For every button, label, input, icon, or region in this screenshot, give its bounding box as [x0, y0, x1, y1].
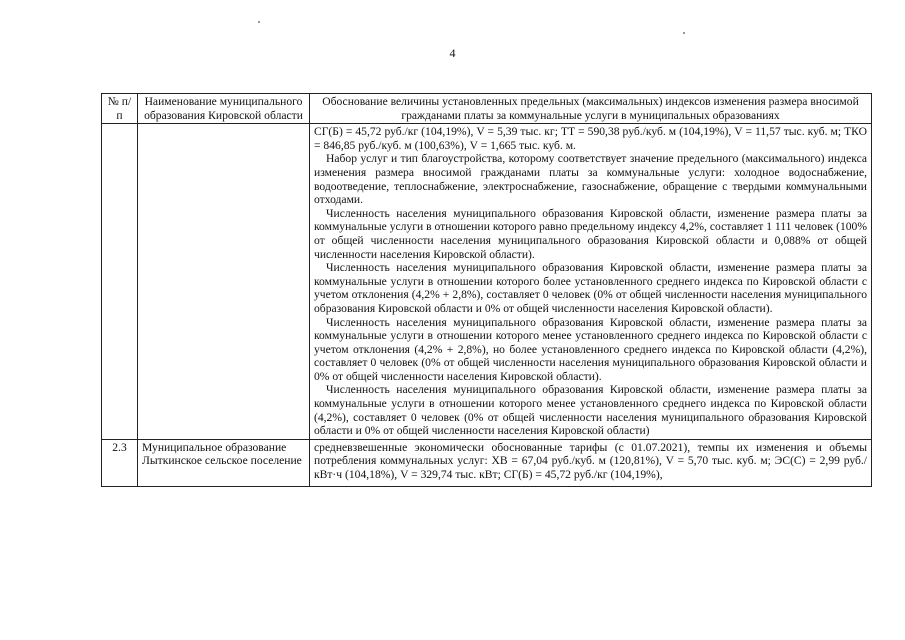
row-basis: [310, 439, 872, 486]
paragraph-population-below: Численность населения муниципального образования Кировской области, изменение размера платы за коммунальные услуги в отношении которого менее установленного среднего индекса по Кировской области (4,2%), составляет 0 человек (0% от общей численности населения муниципального образования Кировской области и 0% от общей численности населения Кировской области): [314, 383, 867, 438]
row-municipality-name: Муниципальное образование Лыткинское сельское поселение: [138, 439, 310, 486]
scan-speck: [683, 32, 685, 34]
table-row-continuation: [102, 124, 872, 440]
header-num: № п/п: [102, 94, 138, 124]
header-municipality-name: Наименование муниципального образования Кировской области: [138, 94, 310, 124]
scan-speck: [258, 21, 260, 23]
page-number: 4: [449, 46, 456, 60]
row-num: 2.3: [102, 439, 138, 486]
paragraph-tariffs: СГ(Б) = 45,72 руб./кг (104,19%), V = 5,39 тыс. кг; ТТ = 590,38 руб./куб. м (104,19%), V = 11,57 тыс. куб. м; ТКО = 846,85 руб./куб. м (100,63%), V = 1,665 тыс. куб. м.: [314, 125, 867, 152]
row-basis-text: [310, 124, 872, 440]
paragraph-row-2-3-tariffs: средневзвешенные экономически обоснованные тарифы (с 01.07.2021), темпы их изменения и объемы потребления коммунальных услуг: ХВ = 67,04 руб./куб. м (120,81%), V = 5,70 тыс. куб. м; ЭС(С) = 2,99 руб./кВт·ч (104,18%), V = 329,74 тыс. кВт; СГ(Б) = 45,72 руб./кг (104,19%),: [314, 440, 867, 482]
paragraph-population-between: Численность населения муниципального образования Кировской области, изменение размера платы за коммунальные услуги в отношении которого менее установленного среднего индекса по Кировской области с учетом отклонения (4,2% + 2,8%), но более установленного среднего индекса по Кировской области (4,2%), составляет 0 человек (0% от общей численности населения муниципального образования Кировской области и 0% от общей численности населения Кировской области).: [314, 315, 867, 383]
row-num-empty: [102, 124, 138, 440]
header-basis: Обоснование величины установленных предельных (максимальных) индексов изменения размера вносимой гражданами платы за коммунальные услуги в муниципальных образованиях: [310, 94, 872, 124]
indices-table: [101, 93, 872, 487]
row-name-empty: [138, 124, 310, 440]
paragraph-population-equal: Численность населения муниципального образования Кировской области, изменение размера платы за коммунальные услуги в отношении которого равно предельному индексу 4,2%, составляет 1 111 человек (100% от общей численности населения муниципального образования Кировской области и 0,088% от общей численности населения Кировской области).: [314, 206, 867, 261]
paragraph-population-above: Численность населения муниципального образования Кировской области, изменение размера платы за коммунальные услуги в отношении которого более установленного среднего индекса по Кировской области с учетом отклонения (4,2% + 2,8%), составляет 0 человек (0% от общей численности населения муниципального образования Кировской области и 0% от общей численности населения Кировской области).: [314, 261, 867, 315]
table-row-2-3: [102, 439, 872, 486]
table-header-row: [102, 94, 872, 124]
paragraph-services-set: Набор услуг и тип благоустройства, которому соответствует значение предельного (максимального) индекса изменения размера вносимой гражданами платы за коммунальные услуги: холодное водоснабжение, водоотведение, теплоснабжение, электроснабжение, газоснабжение, обращение с твердыми коммунальными отходами.: [314, 152, 867, 207]
